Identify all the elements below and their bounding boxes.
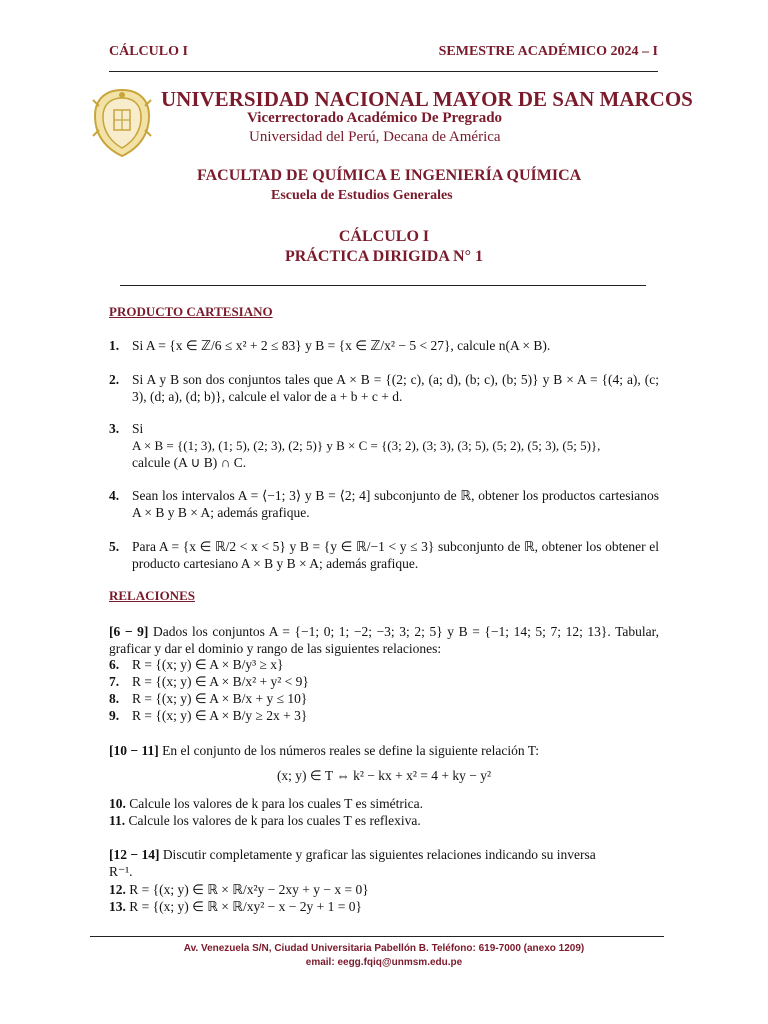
problem-text: Sean los intervalos A = ⟨−1; 3⟩ y B = ⟨2; 4] subconjunto de ℝ, obtener los productos cartesianos A × B y B × A; además grafique. [132,488,659,520]
relations-10-11-intro [109,742,659,759]
vicerrectorado: Vicerrectorado Académico De Pregrado [247,110,503,126]
header-semester: SEMESTRE ACADÉMICO 2024 – I [438,44,658,59]
inverse-relation-symbol: R⁻¹. [109,864,133,879]
section-heading-relations: RELACIONES [109,588,195,603]
header-divider [109,71,658,72]
problem-text: Si [132,421,144,436]
title-divider [120,285,646,286]
problem-number: 8. [109,691,120,706]
problem-text: Para A = {x ∈ ℝ/2 < x < 5} y B = {y ∈ ℝ/−1 < y ≤ 3} subconjunto de ℝ, obtener los obtener el producto cartesiano A × B y B × A; además grafique. [132,539,659,571]
university-seal-icon [91,86,153,158]
problem-range: [12 − 14] [109,847,160,862]
problem-text: Calcule los valores de k para los cuales T es reflexiva. [128,813,421,828]
problem-text: R = {(x; y) ∈ ℝ × ℝ/xy² − x − 2y + 1 = 0} [129,899,362,914]
problem-number: 10. [109,796,126,811]
faculty-name: FACULTAD DE QUÍMICA E INGENIERÍA QUÍMICA [197,167,582,184]
problem-number: 4. [109,488,120,503]
relation-t-equation: (x; y) ∈ T ⇔ k² − kx + x² = 4 + ky − y² [276,768,492,783]
problem-12 [109,881,659,898]
problem-number: 11. [109,813,126,828]
problem-number: 1. [109,338,120,353]
relations-12-14-intro [109,846,659,863]
problem-13 [109,898,659,915]
problem-text: Si A = {x ∈ ℤ/6 ≤ x² + 2 ≤ 83} y B = {x ∈ ℤ/x² − 5 < 27}, calcule n(A × B). [132,338,551,353]
header-course: CÁLCULO I [109,44,188,59]
footer-divider [90,936,664,937]
problem-text: R = {(x; y) ∈ A × B/y ≥ 2x + 3} [132,708,308,723]
problem-number: 6. [109,657,120,672]
problem-range: [10 − 11] [109,743,159,758]
section-heading-cartesian: PRODUCTO CARTESIANO [109,304,273,319]
problem-text: R = {(x; y) ∈ A × B/x + y ≤ 10} [132,691,308,706]
problem-text: calcule (A ∪ B) ∩ C. [132,455,247,470]
document-course-title: CÁLCULO I [338,228,430,245]
problem-10 [109,795,659,812]
problem-text: En el conjunto de los números reales se define la siguiente relación T: [162,743,540,758]
problem-number: 13. [109,899,126,914]
problem-text: Si A y B son dos conjuntos tales que A × B = {(2; c), (a; d), (b; c), (b; 5)} y B × A = {(4; a), (c; 3), (d; a), (d; b)}, calcule el valor de a + b + c + d. [132,372,659,404]
relations-6-9-intro [109,623,659,657]
problem-text: A × B = {(1; 3), (1; 5), (2; 3), (2; 5)} y B × C = {(3; 2), (3; 3), (3; 5), (5; 2), (5; 3), (5; 5)}, [132,438,601,453]
problem-text: Discutir completamente y graficar las siguientes relaciones indicando su inversa [162,847,596,862]
problem-number: 5. [109,539,120,554]
practice-title: PRÁCTICA DIRIGIDA N° 1 [285,248,483,265]
problem-number: 3. [109,421,120,436]
footer-email: email: eegg.fqiq@unmsm.edu.pe [305,957,463,968]
university-tagline: Universidad del Perú, Decana de América [249,129,501,145]
problem-text: R = {(x; y) ∈ ℝ × ℝ/x²y − 2xy + y − x = 0} [129,882,369,897]
problem-text: R = {(x; y) ∈ A × B/x² + y² < 9} [132,674,309,689]
footer-address: Av. Venezuela S/N, Ciudad Universitaria Pabellón B. Teléfono: 619-7000 (anexo 1209) [183,943,585,954]
problem-11 [109,812,659,829]
problem-text: R = {(x; y) ∈ A × B/y³ ≥ x} [132,657,284,672]
problem-text: Dados los conjuntos A = {−1; 0; 1; −2; −3; 3; 2; 5} y B = {−1; 14; 5; 7; 12; 13}. Tabular, graficar y dar el dominio y rango de las siguientes relaciones: [109,624,659,656]
problem-range: [6 − 9] [109,624,149,639]
school-name: Escuela de Estudios Generales [271,188,453,203]
problem-text: Calcule los valores de k para los cuales T es simétrica. [129,796,424,811]
university-name: UNIVERSIDAD NACIONAL MAYOR DE SAN MARCOS [161,87,693,111]
problem-number: 12. [109,882,126,897]
problem-number: 7. [109,674,120,689]
problem-number: 9. [109,708,120,723]
problem-number: 2. [109,372,120,387]
